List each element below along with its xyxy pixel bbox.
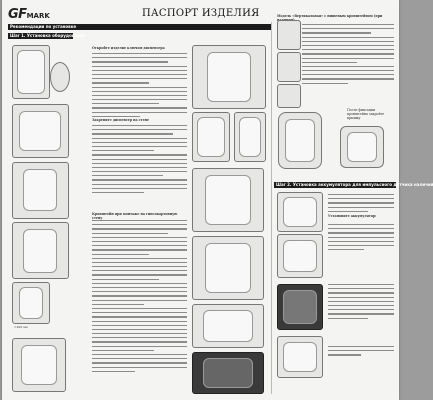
dispenser-mounted-figure xyxy=(192,304,264,348)
dispenser-side-figure xyxy=(12,104,69,158)
page-title: ПАСПОРТ ИЗДЕЛИЯ xyxy=(142,8,260,19)
battery-open-figure xyxy=(277,234,323,278)
battery-intro-text xyxy=(328,194,394,215)
key-detail-figure xyxy=(50,62,70,92)
niche-bracket-figure xyxy=(277,20,301,50)
bracket-heading: Кронштейн при монтаже на гипсокартонную стену xyxy=(92,212,178,221)
bracket-text xyxy=(92,220,187,375)
column-divider xyxy=(271,22,272,394)
bracket-top-view-figure xyxy=(278,112,322,169)
step2-section-bar: Шаг 2. Установка аккумулятора для импульсного датчика наличия xyxy=(276,182,433,187)
battery-close-figure xyxy=(277,336,323,378)
prep-text xyxy=(92,53,187,120)
mount-heading: Закрепите диспенсер на стене xyxy=(92,118,149,122)
height-mark-label: ≈100 мм xyxy=(14,325,28,329)
dispenser-bottom-figure xyxy=(12,338,66,392)
battery-step1-text xyxy=(328,224,394,253)
mounting-figure xyxy=(12,222,69,279)
brand-logo: GFMARK xyxy=(8,7,50,22)
step1-section-bar: Шаг 1. Установка оборудования xyxy=(10,33,86,38)
hand-close-figure xyxy=(192,352,264,394)
install-section-bar: Рекомендации по установке xyxy=(8,24,272,30)
niche-detail-figure xyxy=(277,84,301,108)
right-top-heading: Модель «Вертикальная» с нишевым кронштейном (при xyxy=(277,14,383,18)
height-figure xyxy=(12,282,50,324)
key-open-figure xyxy=(192,45,266,109)
passport-page xyxy=(2,0,433,400)
cover-closed-figure xyxy=(340,126,384,168)
right-top-text xyxy=(302,24,394,87)
battery-cover-figure xyxy=(277,192,323,232)
battery-step3-text xyxy=(328,346,394,359)
mount-text xyxy=(92,125,187,196)
battery-heading: Установите аккумулятор: xyxy=(328,214,377,218)
wall-drill-figure xyxy=(192,112,230,162)
battery-step2-text xyxy=(328,284,394,322)
battery-insert-figure xyxy=(277,284,323,330)
dispenser-open-figure xyxy=(12,45,50,99)
prep-heading: Откройте изделие ключом диспенсера xyxy=(92,46,165,50)
bracket-figure xyxy=(192,168,264,232)
after-install-text: После фиксации кронштейна закройте крышку xyxy=(347,108,385,121)
dispenser-wall-figure xyxy=(12,162,69,219)
screw-detail-figure xyxy=(234,112,266,162)
drywall-figure xyxy=(192,236,264,300)
niche-install-figure xyxy=(277,52,301,82)
